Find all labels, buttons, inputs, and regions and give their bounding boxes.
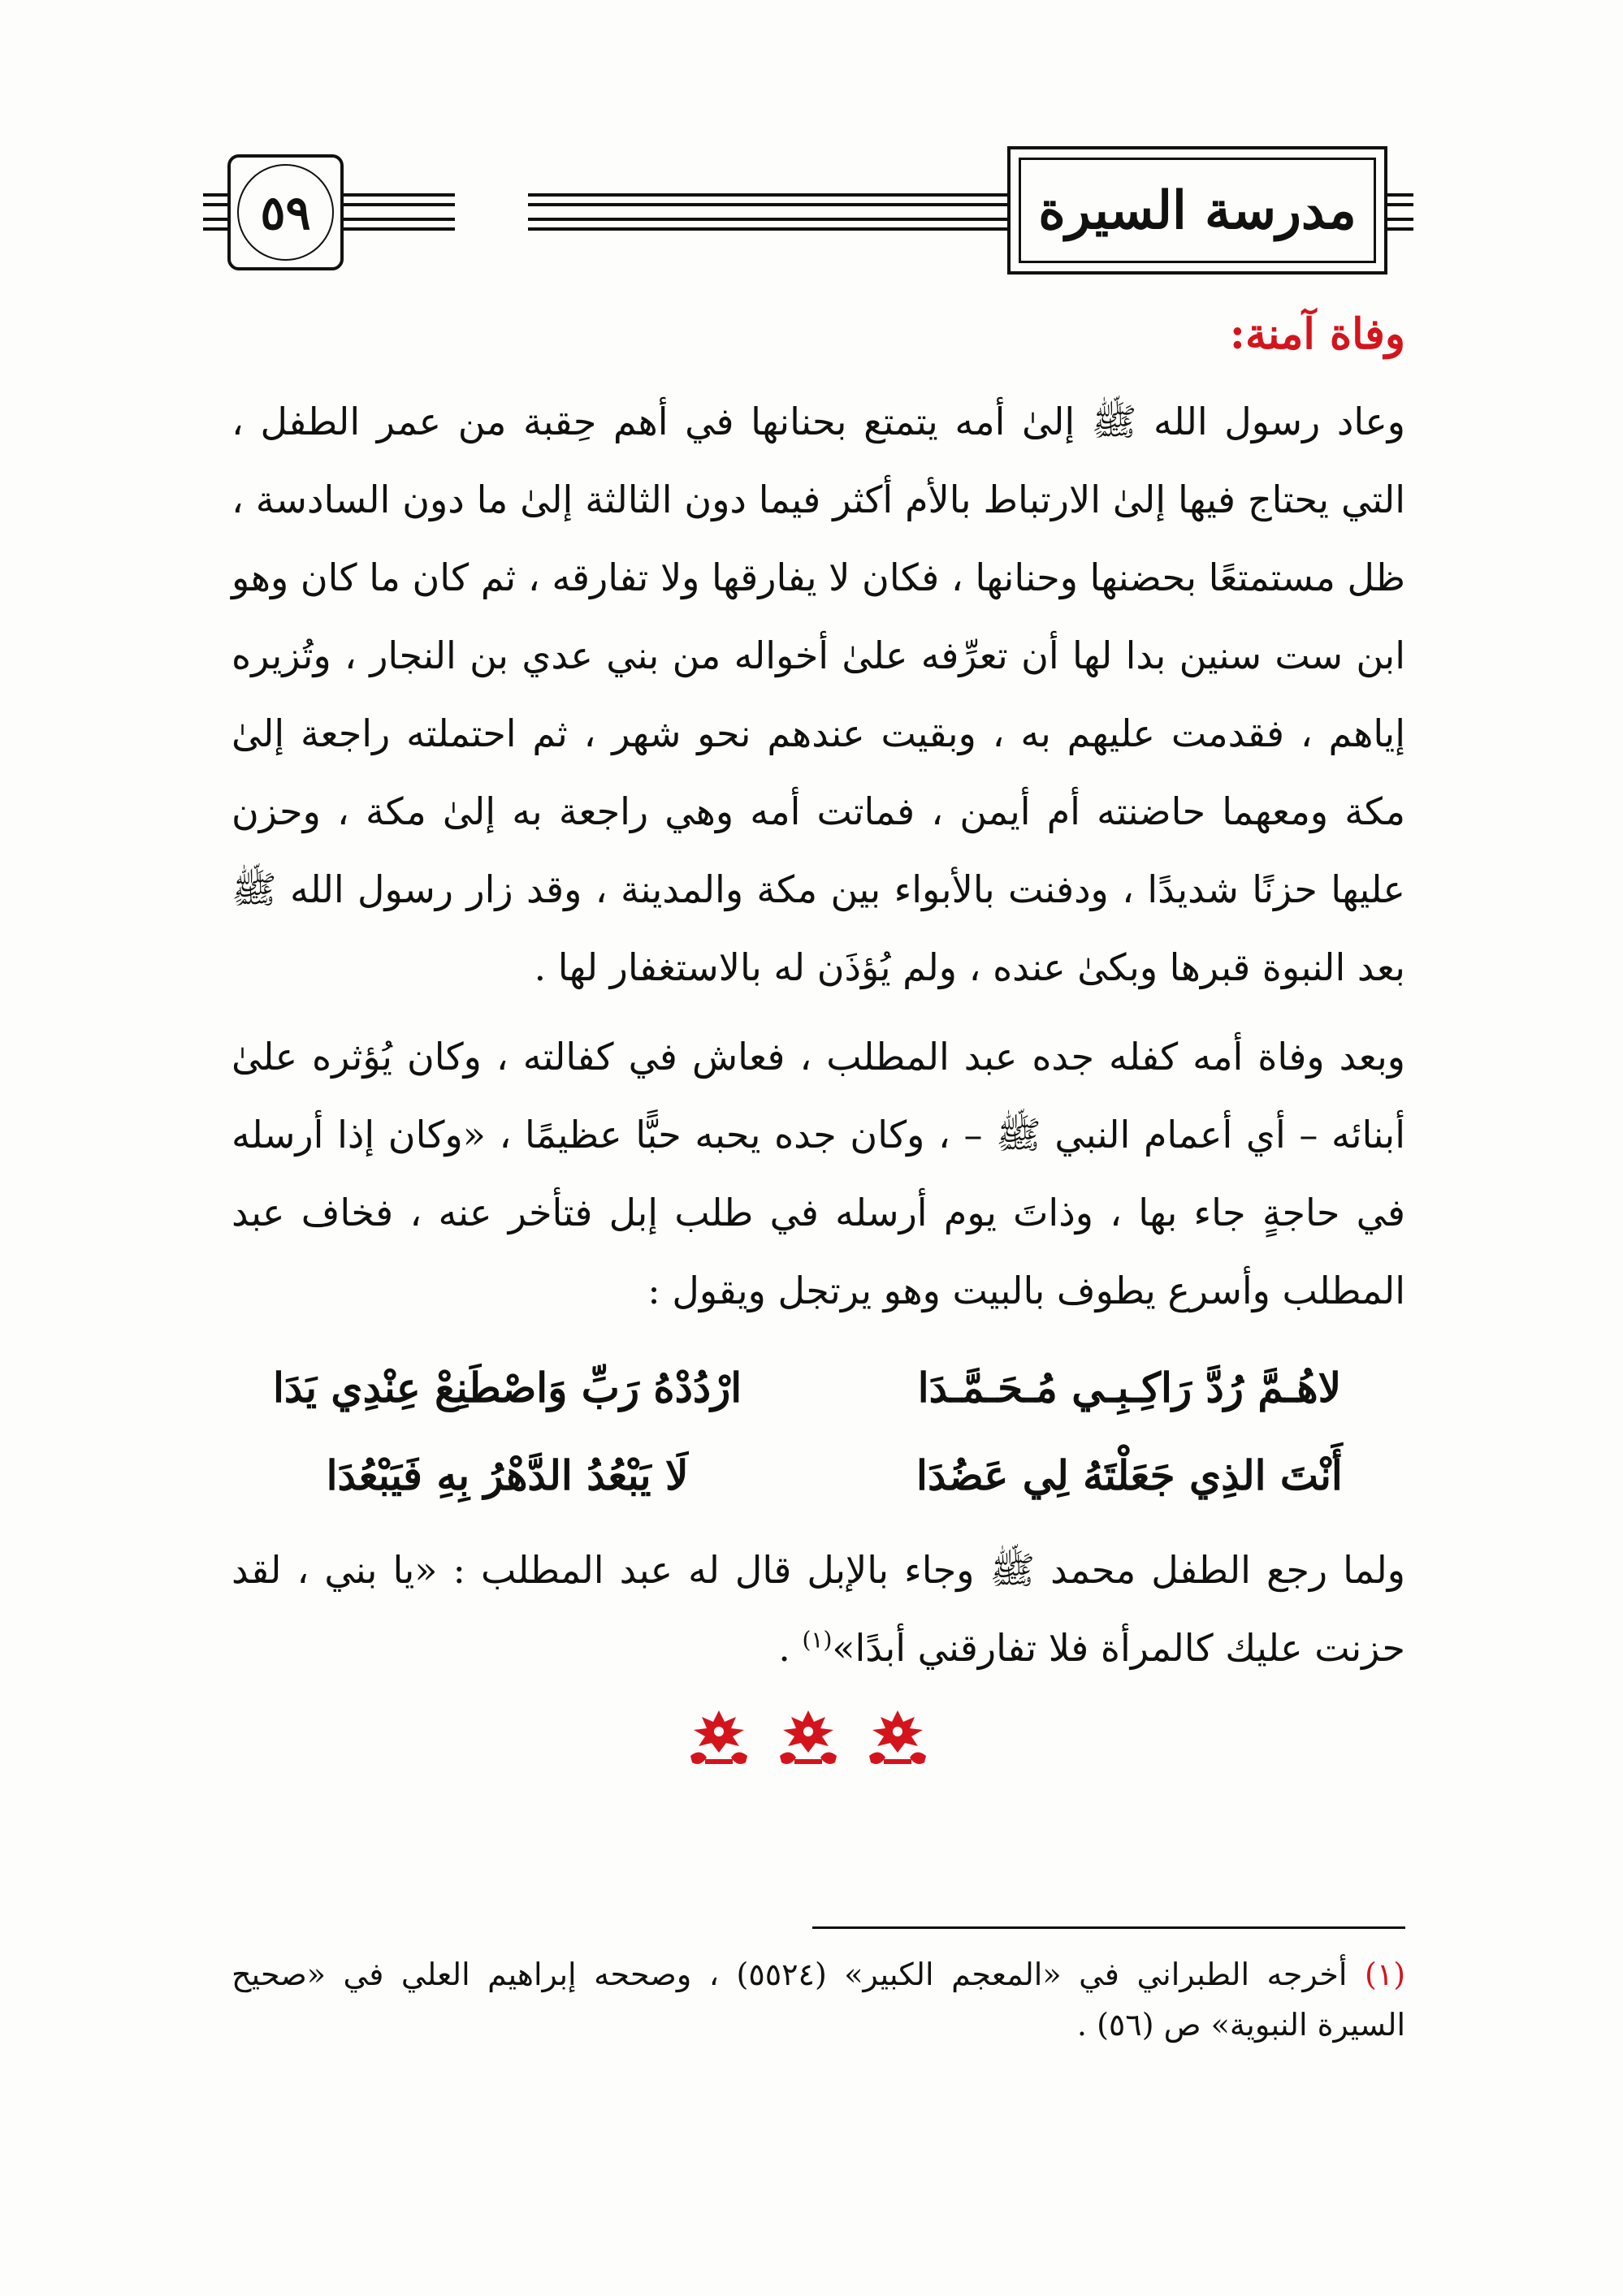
- paragraph: وعاد رسول الله ﷺ إلىٰ أمه يتمتع بحنانها في أهم حِقبة من عمر الطفل ، التي يحتاج فيها إلىٰ الارتباط بالأم أكثر فيما دون الثالثة إلىٰ ما دون السادسة ، ظل مستمتعًا بحضنها وحنانها ، فكان لا يفارقها ولا تفارقه ، ثم كان ما كان وهو ابن ست سنين بدا لها أن تعرِّفه علىٰ أخواله من بني عدي بن النجار ، وتُزيره إياهم ، فقدمت عليهم به ، وبقيت عندهم نحو شهر ، ثم احتملته راجعة إلىٰ مكة ومعهما حاضنته أم أيمن ، فماتت أمه وهي راجعة به إلىٰ مكة ، وحزن عليها حزنًا شديدًا ، ودفنت بالأبواء بين مكة والمدينة ، وقد زار رسول الله ﷺ بعد النبوة قبرها وبكىٰ عنده ، ولم يُؤذَن له بالاستغفار لها .: [232, 400, 1405, 990]
- section-divider-ornaments: [682, 1706, 934, 1771]
- footnote: [232, 1949, 1405, 2050]
- poem: [232, 1344, 1405, 1520]
- main-content: [232, 301, 1405, 1687]
- paragraph: وبعد وفاة أمه كفله جده عبد المطلب ، فعاش في كفالته ، وكان يُؤثره علىٰ أبنائه – أي أعمام النبي ﷺ – ، وكان جده يحبه حبًّا عظيمًا ، «وكان إذا أرسله في حاجةٍ جاء بها ، وذاتَ يوم أرسله في طلب إبل فتأخر عنه ، فخاف عبد المطلب وأسرع يطوف بالبيت وهو يرتجل ويقول :: [232, 1035, 1405, 1313]
- section-title-frame: [1007, 146, 1387, 275]
- footnote-reference[interactable]: (١): [802, 1626, 833, 1654]
- closing-text: ولما رجع الطفل محمد ﷺ وجاء بالإبل قال له عبد المطلب : «يا بني ، لقد حزنت عليك كالمرأة فلا تفارقني أبدًا»: [232, 1548, 1405, 1671]
- page-number: ٥٩: [260, 184, 311, 240]
- footnote-text: أخرجه الطبراني في «المعجم الكبير» (٥٥٢٤) ، وصححه إبراهيم العلي في «صحيح السيرة النبوية» ص (٥٦) .: [232, 1957, 1405, 2043]
- page-header: [203, 146, 1413, 276]
- page-number-badge: [227, 154, 344, 270]
- poem-verse: [232, 1432, 1405, 1520]
- verse-first-hemistich: لاهُـمَّ رُدَّ رَاكِـبِـي مُـحَـمَّـدَا: [917, 1364, 1342, 1412]
- paragraph: [232, 1531, 1405, 1687]
- section-heading: وفاة آمنة:: [1229, 309, 1405, 359]
- floral-ornament-icon: [861, 1706, 934, 1771]
- section-title: مدرسة السيرة: [1038, 179, 1357, 241]
- verse-second-hemistich: لَا يَبْعُدُ الدَّهْرُ بِهِ فَيَبْعُدَا: [326, 1451, 689, 1500]
- footnote-number: (١): [1364, 1957, 1406, 1992]
- poem-verse: [232, 1344, 1405, 1432]
- verse-first-hemistich: أَنْتَ الذِي جَعَلْتَهُ لِي عَضُدَا: [916, 1451, 1343, 1500]
- closing-period: .: [778, 1626, 803, 1671]
- verse-second-hemistich: ارْدُدْهُ رَبِّ وَاصْطَنِعْ عِنْدِي يَدَا: [272, 1364, 742, 1412]
- floral-ornament-icon: [682, 1706, 755, 1771]
- floral-ornament-icon: [772, 1706, 845, 1771]
- footnote-separator: [812, 1926, 1405, 1929]
